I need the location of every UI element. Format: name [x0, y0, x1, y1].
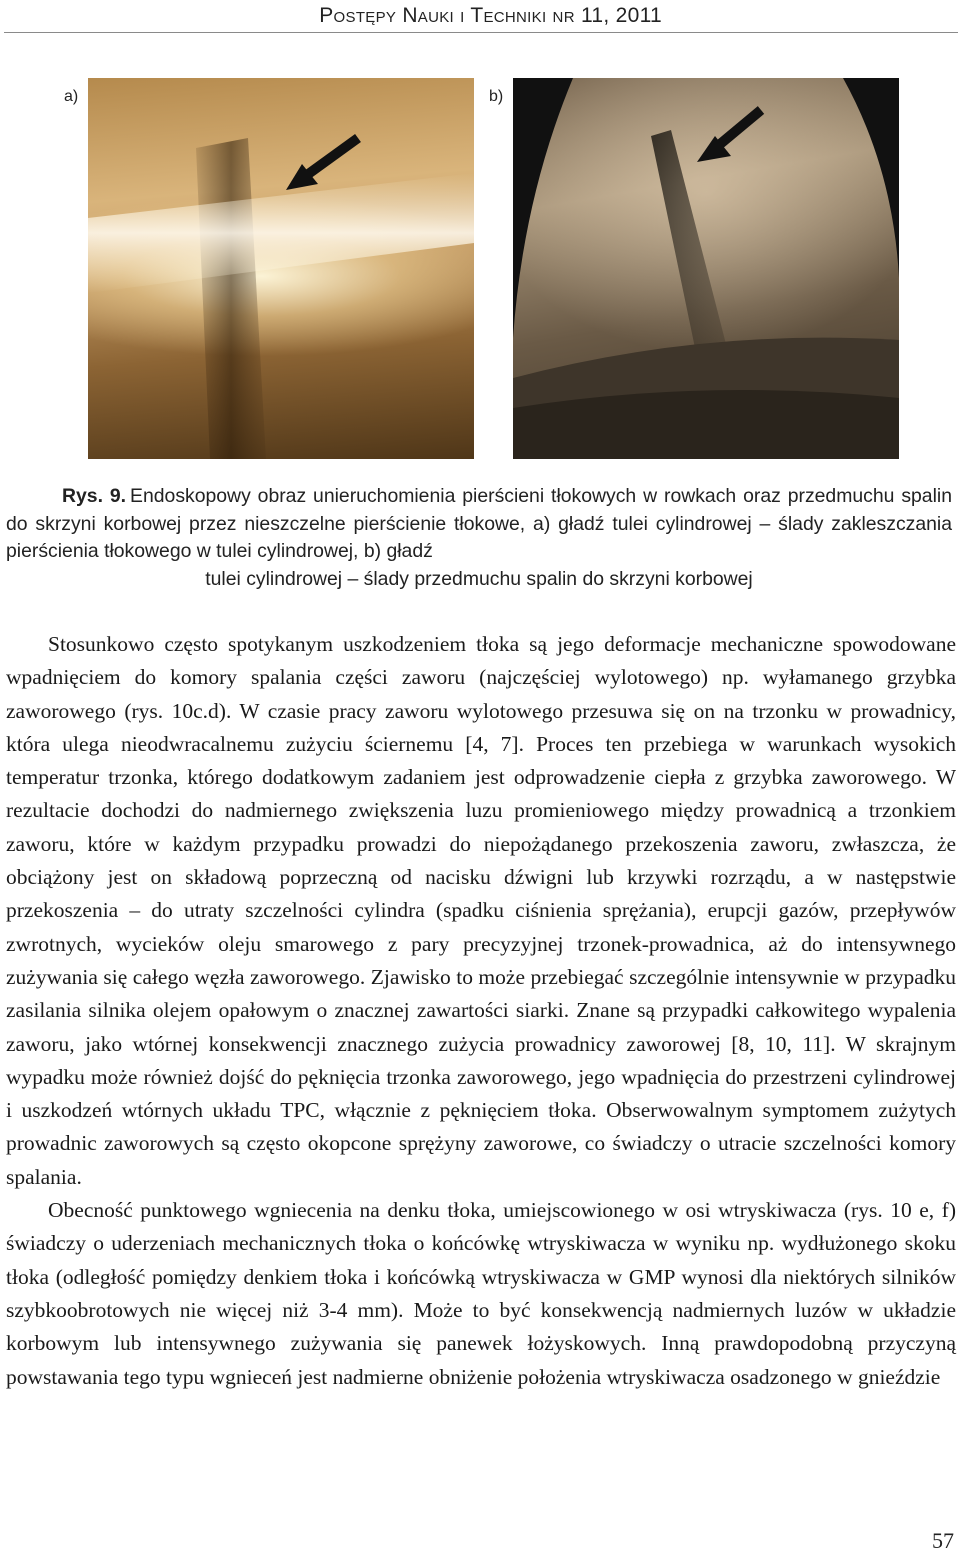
journal-title: Postępy Nauki i Techniki nr 11, 2011 [319, 4, 662, 27]
figure-number: Rys. 9. [62, 485, 127, 507]
caption-last-line: tulei cylindrowej – ślady przedmuchu spalin do skrzyni korbowej [205, 567, 753, 590]
light-reflection-band [88, 173, 474, 293]
panel-b-label: b) [489, 88, 504, 105]
paragraph: Stosunkowo często spotykanym uszkodzeniem tłoka są jego deformacje mechaniczne spowodowane wpadnięciem do komory spalania części zaworu (najczęściej wylotowego) np. wyłamanego grzybka zaworowego (rys. 10c.d). W czasie pracy zaworu wylotowego przesuwa się on na trzonku w prowadnicy, która ulega nieodwracalnemu zużyciu ściernemu [4, 7]. Proces ten przebiega w warunkach wysokich temperatur trzonka, którego dodatkowym zadaniem jest odprowadzenie ciepła z grzybka zaworowego. W rezultacie dochodzi do nadmiernego zwiększenia luzu promieniowego między prowadnicą a trzonkiem zaworu, które w każdym przypadku prowadzi do niepożądanego przekoszenia zaworu, zwłaszcza, że obciążony jest on składową poprzeczną od nacisku dźwigni lub krzywki rozrządu, a w następstwie przekoszenia – do utraty szczelności cylindra (spadku ciśnienia sprężania), erupcji gazów, przepływów zwrotnych, wycieków oleju smarowego z pary precyzyjnej trzonek-prowadnica, aż do intensywnego zużywania się całego węzła zaworowego. Zjawisko to może przebiegać szczególnie intensywnie w przypadku zasilania silnika olejem opałowym o znacznej zawartości siarki. Znane są przypadki całkowitego wypalenia zaworu, jako wtórnej konsekwencji znacznego zużycia prowadnicy zaworowej [8, 10, 11]. W skrajnym wypadku może również dojść do pęknięcia trzonka zaworowego, jego wpadnięcia do przestrzeni cylindrowej i uszkodzeń wtórnych układu TPC, włącznie z pęknięciem tłoka. Obserwowalnym symptomem zużytych prowadnic zaworowych są często okopcone sprężyny zaworowe, co świadczy o utracie szczelności komory spalania. [6, 632, 956, 1189]
vignette-left [513, 78, 573, 338]
paragraph: Obecność punktowego wgniecenia na denku tłoka, umiejscowionego w osi wtryskiwacza (rys. 10 e, f) świadczy o uderzeniach mechanicznych tłoka o końcówkę wtryskiwacza w wyniku np. wydłużonego skoku tłoka (odległość pomiędzy denkiem tłoka i końcówką wtryskiwacza w GMP wynosi dla niektórych silników szybkoobrotowych nie więcej niż 3-4 mm). Może to być konsekwencją nadmiernych luzów w układzie korbowym lub intensywnego zużywania się panewek łożyskowych. Inną prawdopodobną przyczyną powstawania tego typu wgnieceń jest nadmierne obniżenie położenia wtryskiwacza osadzonego w gnieździe [6, 1198, 956, 1389]
endoscope-photo-a [88, 78, 474, 459]
arrow-icon [286, 138, 358, 190]
endoscope-photo-b [513, 78, 899, 459]
arrow-icon [697, 110, 761, 162]
blow-by-trace [651, 130, 727, 348]
panel-a-label: a) [64, 88, 79, 105]
body-text [6, 628, 956, 1394]
ring-seizure-trace [196, 138, 266, 459]
page-header [0, 0, 960, 30]
piston-crown-shadow [513, 390, 899, 459]
header-rule [4, 32, 958, 33]
figure-caption [6, 483, 952, 593]
caption-text: Endoskopowy obraz unieruchomienia pierścieni tłokowych w rowkach oraz przedmuchu spalin do skrzyni korbowej przez nieszczelne pierścienie tłokowe, a) gładź tulei cylindrowej – ślady zakleszczania pierścienia tłokowego w tulei cylindrowej, b) gładź [6, 485, 952, 562]
vignette-right [843, 78, 899, 278]
photo-a-drawing [88, 78, 474, 459]
photo-b-drawing [513, 78, 899, 459]
page-number: 57 [932, 1528, 954, 1553]
